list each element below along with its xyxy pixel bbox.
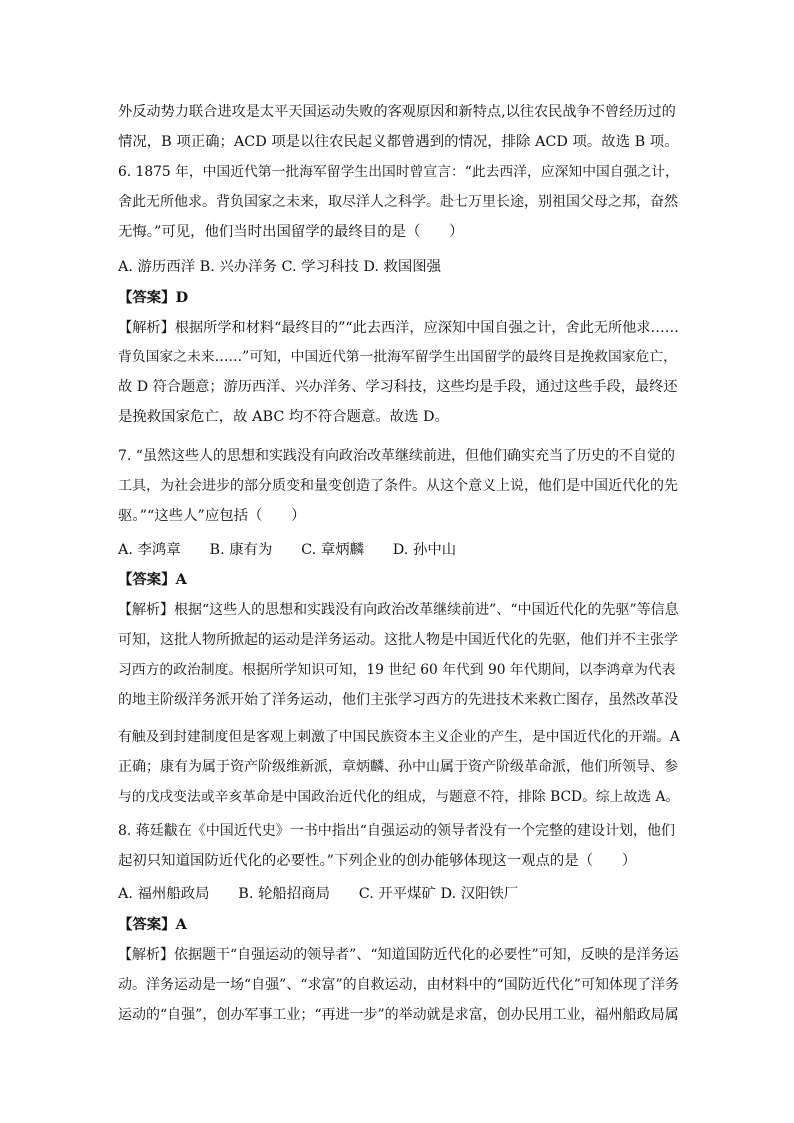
q8-question-line: 起初只知道国防近代化的必要性。”下列企业的创办能够体现这一观点的是（ ） [118,853,637,869]
q7-analysis-line: 习西方的政治制度。根据所学知识可知，19 世纪 60 年代到 90 年代期间，以李鸿章为代表 [118,662,676,678]
q7-answer: 【答案】A [118,571,187,588]
q8-answer: 【答案】A [118,916,187,933]
q7-analysis-line: 正确；康有为属于资产阶级维新派，章炳麟、孙中山属于资产阶级革命派，他们所领导、参 [118,759,678,775]
q6-question-line: 无悔。”可见，他们当时出国留学的最终目的是（ ） [118,224,464,240]
q7-analysis-line: 与的戊戌变法或辛亥革命是中国政治近代化的组成，与题意不符，排除 BCD。综上故选 A。 [118,789,680,805]
q6-answer: 【答案】D [118,289,189,306]
q6-options: A. 游历西洋 B. 兴办洋务 C. 学习科技 D. 救国图强 [118,259,442,275]
q6-question-line: 舍此无所他求。背负国家之未来，取尽洋人之科学。赴七万里长途，别祖国父母之邦，奋然 [118,194,678,210]
q8-question-line: 8. 蒋廷黻在《中国近代史》一书中指出“自强运动的领导者没有一个完整的建设计划，他们 [118,823,675,839]
q7-question-line: 工具，为社会进步的部分质变和量变创造了条件。从这个意义上说，他们是中国近代化的先 [118,478,678,494]
q5-text-line: 外反动势力联合进攻是太平天国运动失败的客观原因和新特点,以往农民战争不曾经历过的 [118,104,676,120]
q6-analysis-line: 故 D 符合题意；游历西洋、兴办洋务、学习科技，这些均是手段，通过这些手段，最终还 [118,379,678,395]
q8-analysis-line: 【解析】依据题干“自强运动的领导者”、“知道国防近代化的必要性”可知，反映的是洋务运 [118,947,679,963]
q7-analysis-line: 可知，这批人物所掀起的运动是洋务运动。这批人物是中国近代化的先驱，他们并不主张学 [118,632,678,648]
q7-question-line: 驱。”“这些人”应包括（ ） [118,508,306,524]
q7-analysis-line: 有触及到封建制度但是客观上刺激了中国民族资本主义企业的产生，是中国近代化的开端。A [118,729,680,745]
q8-options: A. 福州船政局 B. 轮船招商局 C. 开平煤矿 D. 汉阳铁厂 [118,886,519,902]
q5-text-line: 情况，B 项正确；ACD 项是以往农民起义都曾遇到的情况，排除 ACD 项。故选 B 项。 [118,134,679,150]
q6-question-line: 6. 1875 年，中国近代第一批海军留学生出国时曾宣言：“此去西洋，应深知中国自强之计， [118,164,679,180]
q7-analysis-line: 【解析】根据“这些人的思想和实践没有向政治改革继续前进”、“中国近代化的先驱”等信息 [118,602,679,618]
q7-question-line: 7. “虽然这些人的思想和实践没有向政治改革继续前进，但他们确实充当了历史的不自觉的 [118,448,675,464]
q6-analysis-line: 【解析】根据所学和材料“最终目的”“此去西洋，应深知中国自强之计，舍此无所他求…… [118,320,679,336]
q7-options: A. 李鸿章 B. 康有为 C. 章炳麟 D. 孙中山 [118,542,457,558]
q6-analysis-line: 是挽救国家危亡，故 ABC 均不符合题意。故选 D。 [118,409,449,425]
q7-analysis-line: 的地主阶级洋务派开始了洋务运动，他们主张学习西方的先进技术来救亡图存，虽然改革没 [118,692,678,708]
q8-analysis-line: 运动的“自强”，创办军事工业；“再进一步”的举动就是求富，创办民用工业，福州船政局属 [118,1007,679,1023]
q8-analysis-line: 动。洋务运动是一场“自强”、“求富”的自救运动，由材料中的“国防近代化”可知体现了洋务 [118,977,679,993]
q6-analysis-line: 背负国家之未来……”可知，中国近代第一批海军留学生出国留学的最终目是挽救国家危亡， [118,349,677,365]
